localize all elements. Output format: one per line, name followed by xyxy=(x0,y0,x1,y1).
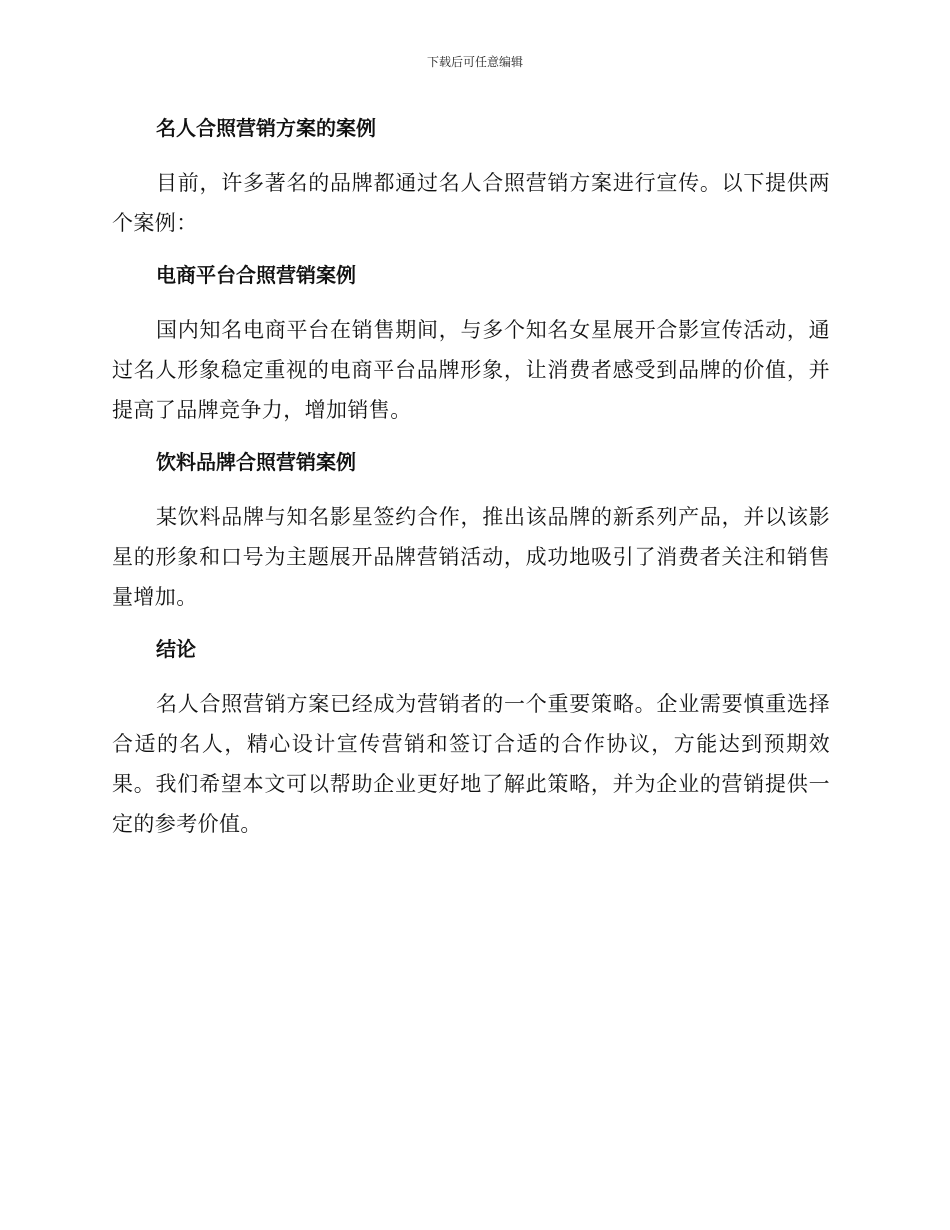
section-heading-beverage: 饮料品牌合照营销案例 xyxy=(156,450,356,474)
section-paragraph-ecommerce: 国内知名电商平台在销售期间，与多个知名女星展开合影宣传活动，通过名人形象稳定重视的电商平台品牌形象，让消费者感受到品牌的价值，并提高了品牌竞争力，增加销售。 xyxy=(112,318,830,422)
page-header: 下载后可任意编辑 xyxy=(426,55,523,69)
document-body xyxy=(112,108,830,844)
section-heading-cases: 名人合照营销方案的案例 xyxy=(156,116,376,140)
section-heading-conclusion: 结论 xyxy=(156,637,196,661)
section-paragraph-cases: 目前，许多著名的品牌都通过名人合照营销方案进行宣传。以下提供两个案例： xyxy=(112,171,830,235)
section-paragraph-conclusion: 名人合照营销方案已经成为营销者的一个重要策略。企业需要慎重选择合适的名人，精心设计宣传营销和签订合适的合作协议，方能达到预期效果。我们希望本文可以帮助企业更好地了解此策略，并为企业的营销提供一定的参考价值。 xyxy=(112,692,830,836)
section-paragraph-beverage: 某饮料品牌与知名影星签约合作，推出该品牌的新系列产品，并以该影星的形象和口号为主题展开品牌营销活动，成功地吸引了消费者关注和销售量增加。 xyxy=(112,505,830,609)
section-heading-ecommerce: 电商平台合照营销案例 xyxy=(156,263,356,287)
